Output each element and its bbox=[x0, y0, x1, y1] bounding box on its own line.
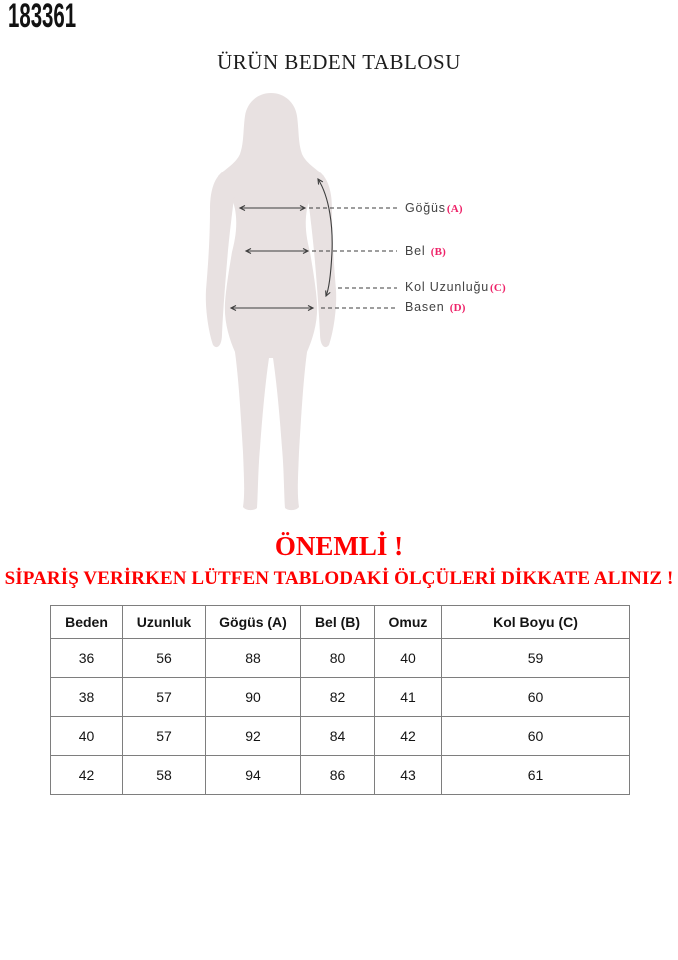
header-bel: Bel (B) bbox=[301, 606, 375, 639]
header-uzunluk: Uzunluk bbox=[123, 606, 206, 639]
table-cell: 86 bbox=[301, 756, 375, 795]
table-cell: 43 bbox=[375, 756, 442, 795]
table-cell: 94 bbox=[206, 756, 301, 795]
table-cell: 40 bbox=[375, 639, 442, 678]
waist-label-letter: (B) bbox=[430, 246, 447, 258]
size-table bbox=[50, 605, 630, 795]
table-cell: 38 bbox=[51, 678, 123, 717]
table-cell: 82 bbox=[301, 678, 375, 717]
page-title: ÜRÜN BEDEN TABLOSU bbox=[217, 50, 461, 74]
hip-label-text: Basen bbox=[405, 300, 445, 314]
header-kol-boyu: Kol Boyu (C) bbox=[442, 606, 630, 639]
product-code: 183361 bbox=[8, 0, 77, 35]
table-cell: 40 bbox=[51, 717, 123, 756]
hip-label bbox=[405, 299, 466, 315]
header-gogus: Gögüs (A) bbox=[206, 606, 301, 639]
arm-length-label-letter: (C) bbox=[489, 282, 506, 294]
table-cell: 36 bbox=[51, 639, 123, 678]
chest-label-letter: (A) bbox=[446, 203, 463, 215]
table-row bbox=[51, 639, 630, 678]
chest-label-text: Göğüs bbox=[405, 201, 446, 215]
table-row bbox=[51, 756, 630, 795]
table-cell: 90 bbox=[206, 678, 301, 717]
table-cell: 61 bbox=[442, 756, 630, 795]
waist-label bbox=[405, 243, 446, 259]
notice-warning-text: SİPARİŞ VERİRKEN LÜTFEN TABLODAKİ ÖLÇÜLERİ DİKKATE ALINIZ ! bbox=[4, 568, 674, 589]
table-cell: 60 bbox=[442, 717, 630, 756]
table-row bbox=[51, 717, 630, 756]
table-cell: 84 bbox=[301, 717, 375, 756]
table-cell: 60 bbox=[442, 678, 630, 717]
table-cell: 80 bbox=[301, 639, 375, 678]
arm-length-label-text: Kol Uzunluğu bbox=[405, 280, 489, 294]
table-cell: 92 bbox=[206, 717, 301, 756]
table-cell: 41 bbox=[375, 678, 442, 717]
body-silhouette bbox=[206, 93, 336, 510]
table-cell: 42 bbox=[51, 756, 123, 795]
chest-label bbox=[405, 200, 463, 216]
table-cell: 59 bbox=[442, 639, 630, 678]
arm-length-label bbox=[405, 279, 506, 295]
table-cell: 57 bbox=[123, 678, 206, 717]
header-omuz: Omuz bbox=[375, 606, 442, 639]
waist-label-text: Bel bbox=[405, 244, 426, 258]
hip-label-letter: (D) bbox=[449, 302, 466, 314]
table-cell: 57 bbox=[123, 717, 206, 756]
notice-heading: ÖNEMLİ ! bbox=[274, 531, 404, 561]
table-cell: 56 bbox=[123, 639, 206, 678]
header-beden: Beden bbox=[51, 606, 123, 639]
table-row bbox=[51, 678, 630, 717]
table-cell: 58 bbox=[123, 756, 206, 795]
size-table-header-row bbox=[51, 606, 630, 639]
table-cell: 42 bbox=[375, 717, 442, 756]
table-cell: 88 bbox=[206, 639, 301, 678]
